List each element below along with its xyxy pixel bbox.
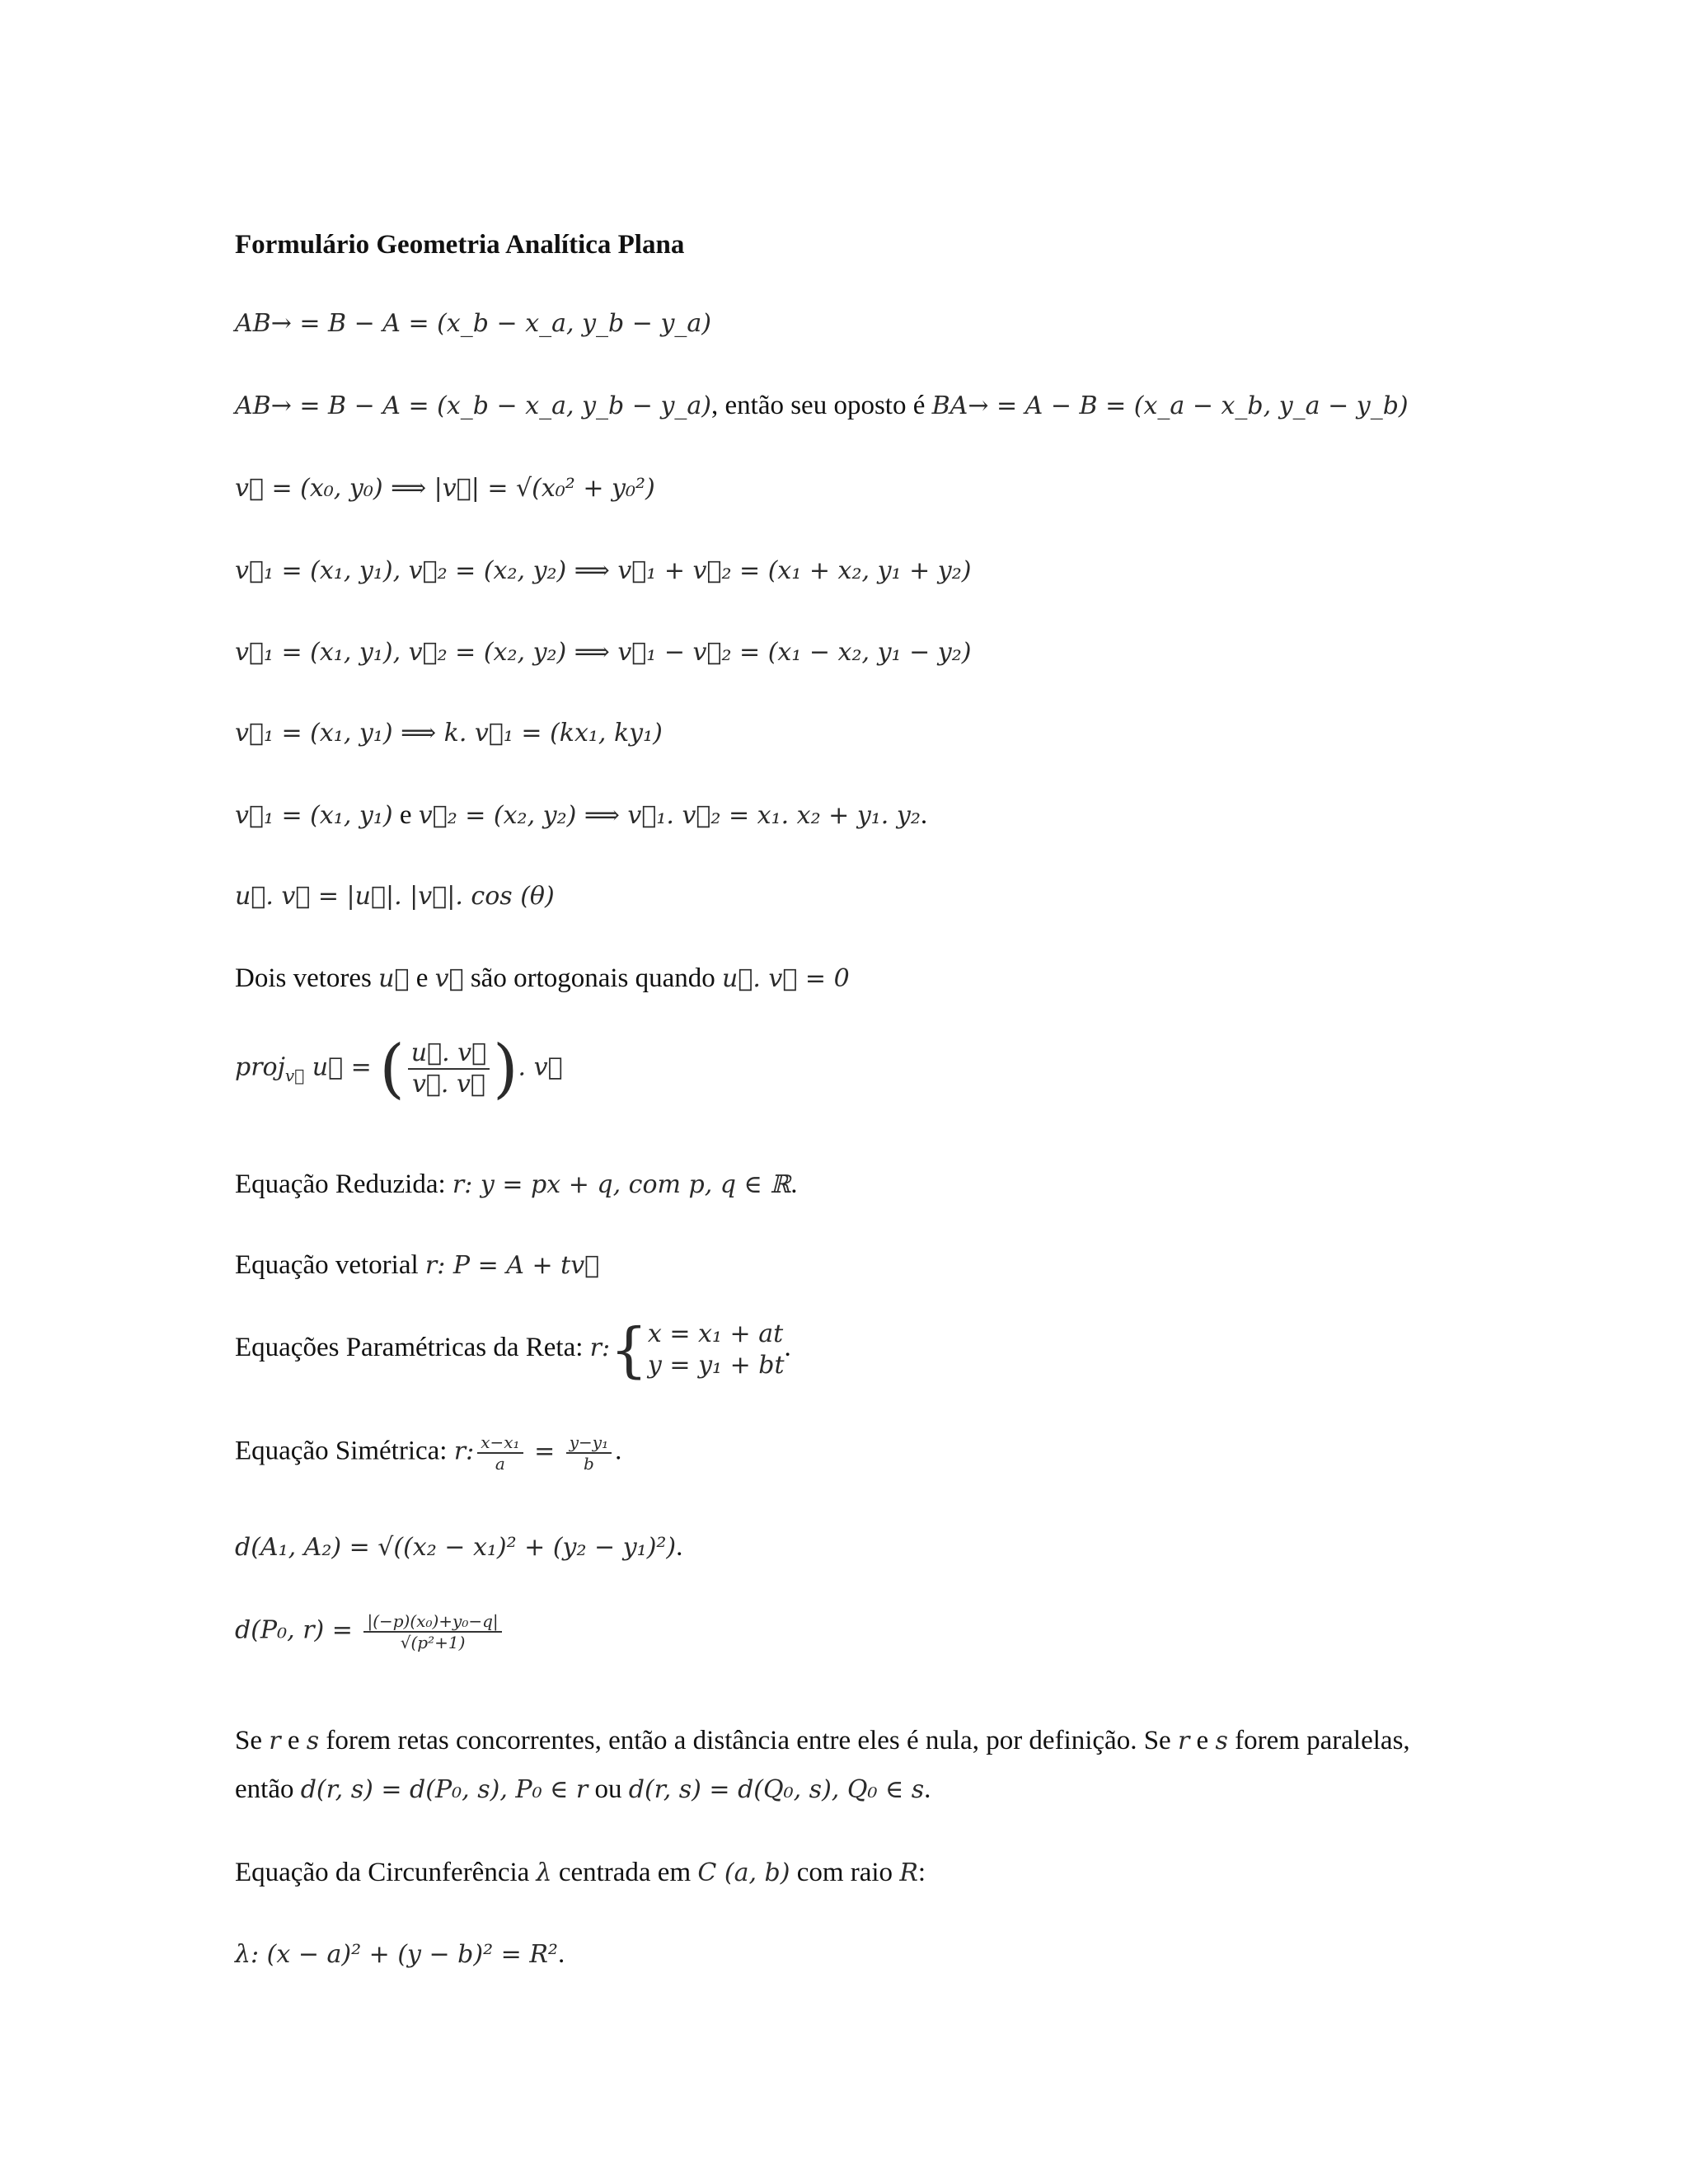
formula-text: v⃗ = (x₀, y₀) ⟹ |v⃗| = √(x₀² + y₀²) [235,474,655,503]
fraction-denominator: v⃗. v⃗ [411,1070,485,1099]
center-point: C (a, b) [697,1858,790,1887]
fraction-denominator: a [495,1454,505,1474]
paragraph-text: Equação da Circunferência [235,1858,537,1887]
radius-symbol: R [899,1858,918,1887]
page-title: Formulário Geometria Analítica Plana [235,230,685,260]
formula-text: r: y = px + q, com p, q ∈ ℝ [452,1170,791,1199]
paragraph-text: ou [588,1774,629,1804]
fraction-numerator: |(−p)(x₀)+y₀−q| [363,1611,501,1633]
paragraph-text: forem paralelas, [1227,1726,1410,1755]
distance-fraction [363,1611,501,1652]
vector-u: u⃗ [378,964,410,993]
symmetric-fraction-x [477,1432,523,1474]
formula-text: . v⃗ [518,1052,563,1082]
symmetric-fraction-y [566,1432,612,1474]
statement-text: Dois vetores [235,963,379,993]
fraction-denominator: √(p²+1) [400,1633,466,1652]
formula-connector: e [392,800,419,830]
formula-text: v⃗₁ = (x₁, y₁) [235,801,393,830]
formula-vector-sum [235,555,971,588]
paragraph-line-1 [235,1717,1455,1765]
equation-label: Equações Paramétricas da Reta: [235,1333,590,1363]
fraction-numerator: x−x₁ [477,1432,523,1454]
formula-text: u⃗. v⃗ = |u⃗|. |v⃗|. cos (θ) [235,882,555,911]
formula-text: r: [453,1436,475,1466]
formula-text: v⃗₁ = (x₁, y₁) ⟹ k. v⃗₁ = (kx₁, ky₁) [235,719,663,748]
formula-period: . [784,1333,791,1363]
formula-text: r: [589,1333,611,1363]
formula-projection [235,1032,563,1106]
formula-period: . [615,1436,622,1466]
formula-vector-difference [235,636,971,669]
formula-text: d(A₁, A₂) = √((x₂ − x₁)² + (y₂ − y₁)²) [235,1533,677,1562]
fraction-numerator: y−y₁ [566,1432,612,1454]
proj-label: proj [235,1052,285,1082]
line-r: r [1177,1727,1190,1755]
parallel-lines-paragraph [235,1717,1455,1814]
formula-vector-norm [235,472,655,505]
formula-period: . [924,1774,931,1804]
parametric-system [648,1319,785,1380]
formula-scalar-product [235,717,663,750]
formula-period: . [920,800,928,830]
formula-vector-opposite [235,390,1409,423]
fraction-numerator: u⃗. v⃗ [408,1038,490,1070]
equation-label: Equação vetorial [235,1250,425,1280]
formula-point-distance [235,1531,682,1564]
formula-vector-ab [235,307,711,340]
parametric-equations [235,1315,791,1385]
formula-text: AB→ = B − A = (x_b − x_a, y_b − y_a) [235,391,711,420]
formula-text: r: P = A + tv⃗ [424,1251,600,1280]
proj-subscript: v⃗ [284,1066,305,1086]
formula-period: . [557,1939,565,1969]
fraction-denominator: b [584,1454,594,1474]
parametric-x: x = x₁ + at [647,1319,784,1348]
paragraph-line-2 [235,1765,1455,1814]
formula-dot-product [235,799,927,832]
vector-v: v⃗ [434,964,464,993]
formula-connector: , então seu oposto é [711,391,932,420]
equals-sign: = [526,1436,563,1466]
formula-text: AB→ = B − A = (x_b − x_a, y_b − y_a) [235,309,711,338]
statement-text: são ortogonais quando [463,963,723,993]
line-s: s [306,1727,320,1755]
formula-period: . [790,1169,798,1199]
formula-text: v⃗₁ = (x₁, y₁), v⃗₂ = (x₂, y₂) ⟹ v⃗₁ − v⃗₂ = (x₁ − x₂, y₁ − y₂) [235,638,972,667]
paragraph-text: forem retas concorrentes, então a distância entre eles é nula, por definição. Se [319,1726,1178,1755]
paragraph-text: Se [235,1726,270,1755]
formula-text: u⃗. v⃗ = 0 [722,964,850,993]
paragraph-text: e [280,1726,307,1755]
projection-fraction [408,1038,490,1099]
formula-text: d(r, s) = d(P₀, s), P₀ ∈ r [300,1775,588,1804]
orthogonality-statement [235,963,850,996]
left-brace: { [610,1315,648,1385]
formula-text: d(r, s) = d(Q₀, s), Q₀ ∈ s [628,1775,925,1804]
vector-equation [235,1249,599,1282]
circle-equation-label [235,1857,926,1890]
paragraph-text: : [917,1858,926,1887]
circle-equation [235,1938,565,1971]
paragraph-text: então [235,1774,301,1804]
open-paren: ( [379,1032,405,1106]
formula-text: λ: (x − a)² + (y − b)² = R² [235,1940,558,1969]
lambda-symbol: λ [536,1858,552,1887]
paragraph-text: centrada em [551,1858,698,1887]
formula-point-line-distance [235,1611,505,1652]
statement-text: e [409,963,435,993]
close-paren: ) [493,1032,518,1106]
parametric-y: y = y₁ + bt [647,1350,785,1380]
symmetric-equation [235,1432,621,1474]
formula-period: . [676,1532,683,1562]
formula-dot-product-angle [235,880,555,913]
formula-text: BA→ = A − B = (x_a − x_b, y_a − y_b) [931,391,1409,420]
line-r: r [269,1727,281,1755]
formula-text: v⃗₂ = (x₂, y₂) ⟹ v⃗₁. v⃗₂ = x₁. x₂ + y₁. y₂ [418,801,921,830]
equation-label: Equação Reduzida: [235,1169,452,1199]
paragraph-text: com raio [790,1858,900,1887]
equation-label: Equação Simétrica: [235,1436,454,1466]
formula-text: v⃗₁ = (x₁, y₁), v⃗₂ = (x₂, y₂) ⟹ v⃗₁ + v⃗₂ = (x₁ + x₂, y₁ + y₂) [235,556,972,585]
line-s: s [1215,1727,1228,1755]
paragraph-text: e [1189,1726,1216,1755]
reduced-equation [235,1169,797,1202]
formula-text: u⃗ = [304,1052,380,1082]
formula-text: d(P₀, r) = [235,1615,361,1645]
